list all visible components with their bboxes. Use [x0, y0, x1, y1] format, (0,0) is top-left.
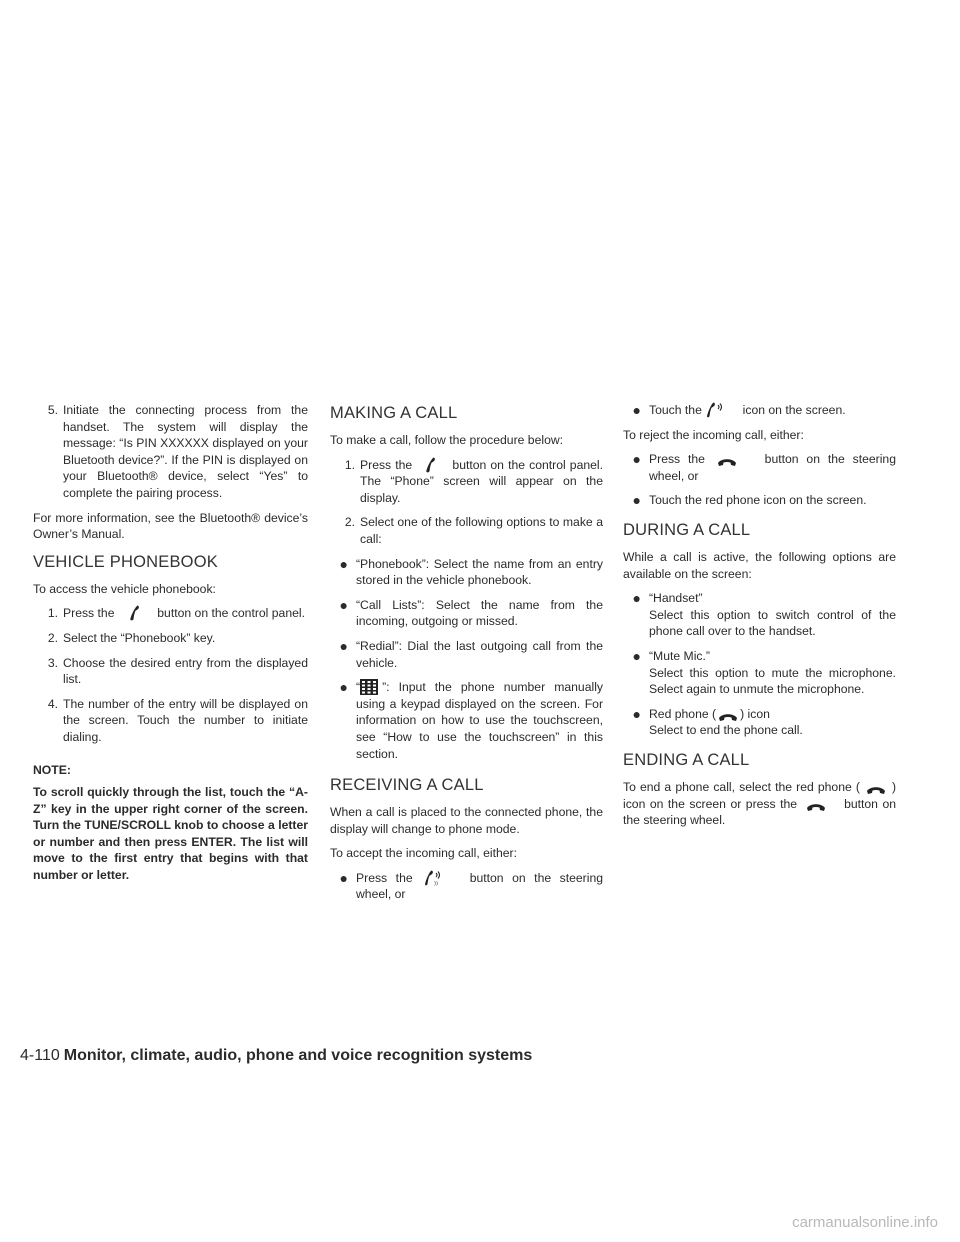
ending-text-b: ) icon on the screen or press the: [623, 779, 896, 811]
reject-intro: To reject the incoming call, either:: [623, 427, 804, 442]
bullet: ●: [339, 596, 348, 613]
step-number: 4.: [47, 696, 58, 711]
accept-touch-option: [623, 402, 896, 419]
option-text: [356, 679, 603, 762]
page-number: 4-110: [20, 1047, 60, 1064]
option-title-a: Red phone (: [649, 706, 717, 721]
chapter-title: Monitor, climate, audio, phone and voice recognition systems: [63, 1047, 533, 1064]
phonebook-intro: To access the vehicle phonebook:: [33, 581, 216, 596]
bullet: ●: [339, 869, 348, 886]
step-text: [63, 605, 308, 622]
option-text: [649, 451, 896, 484]
option-text: “Phonebook”: Select the name from an entry stored in the vehicle phonebook.: [356, 556, 603, 588]
phone-handset-icon: [426, 457, 436, 473]
note-body: To scroll quickly through the list, touch the “A-Z” key in the upper right corner of the screen. Turn the TUNE/SCROLL knob to choose a letter or number and then press ENTER. The list will move to the first entry that begins with that number or letter.: [33, 785, 308, 883]
option-text-b: icon on the screen.: [742, 403, 846, 417]
bullet: ●: [632, 492, 641, 509]
bullet: ●: [632, 705, 641, 722]
svg-text:)): )): [434, 880, 439, 886]
option-text: [649, 402, 896, 419]
ending-paragraph: [623, 779, 896, 829]
bullet: ●: [632, 402, 641, 418]
watermark[interactable]: carmanualsonline.info: [792, 1214, 938, 1231]
option-text: [356, 870, 603, 903]
phonebook-step-4: [33, 696, 308, 746]
phonebook-step-3: [33, 655, 308, 688]
option-desc: Select this option to mute the microphone. Select again to unmute the microphone.: [649, 665, 896, 697]
phonebook-step-1: [33, 605, 308, 622]
reject-touch-option: [623, 492, 896, 509]
option-text: [649, 706, 896, 739]
bullet: ●: [339, 637, 348, 654]
keypad-icon: [360, 679, 378, 695]
making-step-2: [330, 514, 603, 547]
option-desc: Select to end the phone call.: [649, 723, 803, 738]
option-text: [649, 590, 896, 640]
during-a-call-heading: DURING A CALL: [623, 520, 751, 539]
step-number: 1.: [344, 457, 355, 472]
phone-hangup-icon: [717, 457, 737, 467]
step-text-a: Press the: [360, 457, 413, 472]
step-number: 2.: [47, 630, 58, 645]
during-intro: While a call is active, the following options are available on the screen:: [623, 549, 896, 581]
option-text: “Redial”: Dial the last outgoing call from the vehicle.: [356, 638, 603, 670]
reject-press-option: [623, 451, 896, 484]
phone-handset-icon: [130, 605, 140, 621]
step-text: Select one of the following options to make a call:: [360, 515, 603, 546]
bullet: ●: [632, 647, 641, 664]
step-text-a: Press the: [63, 606, 115, 621]
ending-text-a: To end a phone call, select the red phone (: [623, 779, 860, 794]
option-title: “Handset”: [649, 591, 703, 606]
option-text-b: button on the steering wheel, or: [649, 452, 896, 483]
option-text-a: Press the: [649, 452, 705, 467]
note-heading: NOTE:: [33, 762, 71, 777]
step-text: Select the “Phonebook” key.: [63, 630, 216, 645]
vehicle-phonebook-heading: VEHICLE PHONEBOOK: [33, 552, 218, 571]
step-text: The number of the entry will be displayed on the screen. Touch the number to initiate dialing.: [63, 696, 308, 744]
column-left: [33, 402, 308, 884]
step-number: 2.: [344, 515, 355, 530]
step-number: 1.: [47, 606, 58, 621]
phone-talk-icon: [707, 402, 725, 418]
option-text: “Call Lists”: Select the name from the incoming, outgoing or missed.: [356, 597, 603, 629]
phone-hangup-icon: [866, 785, 886, 795]
step-text-b: button on the control panel. The “Phone” screen will appear on the display.: [360, 457, 604, 505]
step-text: Initiate the connecting process from the handset. The system will display the message: “Is PIN XXXXXX displayed on your Bluetooth device?”. If the PIN is displayed on your Bluetooth® device, select “Yes” to complete the pairing process.: [63, 403, 308, 500]
option-text: Touch the red phone icon on the screen.: [649, 493, 867, 508]
step-number: 3.: [47, 655, 58, 670]
option-text-a: Press the: [356, 870, 413, 885]
accept-intro: To accept the incoming call, either:: [330, 846, 517, 861]
page-footer: [20, 1045, 920, 1067]
option-redial: [330, 638, 603, 671]
step-number: 5.: [47, 403, 58, 417]
ending-a-call-heading: ENDING A CALL: [623, 750, 750, 769]
option-desc: Select this option to switch control of the phone call over to the handset.: [649, 607, 896, 639]
column-right: [623, 402, 896, 837]
option-call-lists: [330, 597, 603, 630]
option-keypad: [330, 679, 603, 762]
option-text-b: button on the steering wheel, or: [356, 870, 604, 902]
phonebook-step-2: [33, 630, 308, 647]
receiving-a-call-heading: RECEIVING A CALL: [330, 776, 484, 795]
phone-hangup-icon: [718, 712, 738, 722]
ending-text-c: button on the steering wheel.: [623, 796, 897, 828]
receiving-intro: When a call is placed to the connected phone, the display will change to phone mode.: [330, 805, 603, 836]
accept-press-option: [330, 870, 603, 903]
column-middle: [330, 402, 603, 911]
phone-hangup-icon: [806, 802, 826, 812]
more-info-paragraph: For more information, see the Bluetooth® device’s Owner’s Manual.: [33, 510, 308, 542]
phone-talk-icon: [425, 870, 443, 886]
bullet: ●: [632, 451, 641, 468]
making-a-call-heading: MAKING A CALL: [330, 404, 458, 422]
step-text-b: button on the control panel.: [157, 606, 305, 621]
making-step-1: [330, 457, 603, 507]
option-title-b: ) icon: [740, 706, 770, 721]
option-phonebook: [330, 556, 603, 589]
step-text: Choose the desired entry from the displayed list.: [63, 655, 308, 687]
making-a-call-intro: To make a call, follow the procedure below:: [330, 433, 564, 447]
option-title: “Mute Mic.”: [649, 648, 710, 663]
option-text: [649, 648, 896, 698]
option-mute-mic: [623, 648, 896, 698]
connect-step-5: [33, 402, 308, 502]
option-handset: [623, 590, 896, 640]
bullet: ●: [339, 555, 348, 572]
bullet: ●: [339, 679, 348, 696]
keypad-option-text: ”: Input the phone number manually using a keypad displayed on the screen. For information on how to use the touchscreen, see “How to use the touchscreen” in this section.: [356, 680, 603, 761]
open-quote: “: [356, 680, 361, 695]
bullet: ●: [632, 590, 641, 607]
step-text: [360, 457, 603, 507]
option-text-a: Touch the: [649, 403, 702, 417]
option-red-phone: [623, 706, 896, 739]
